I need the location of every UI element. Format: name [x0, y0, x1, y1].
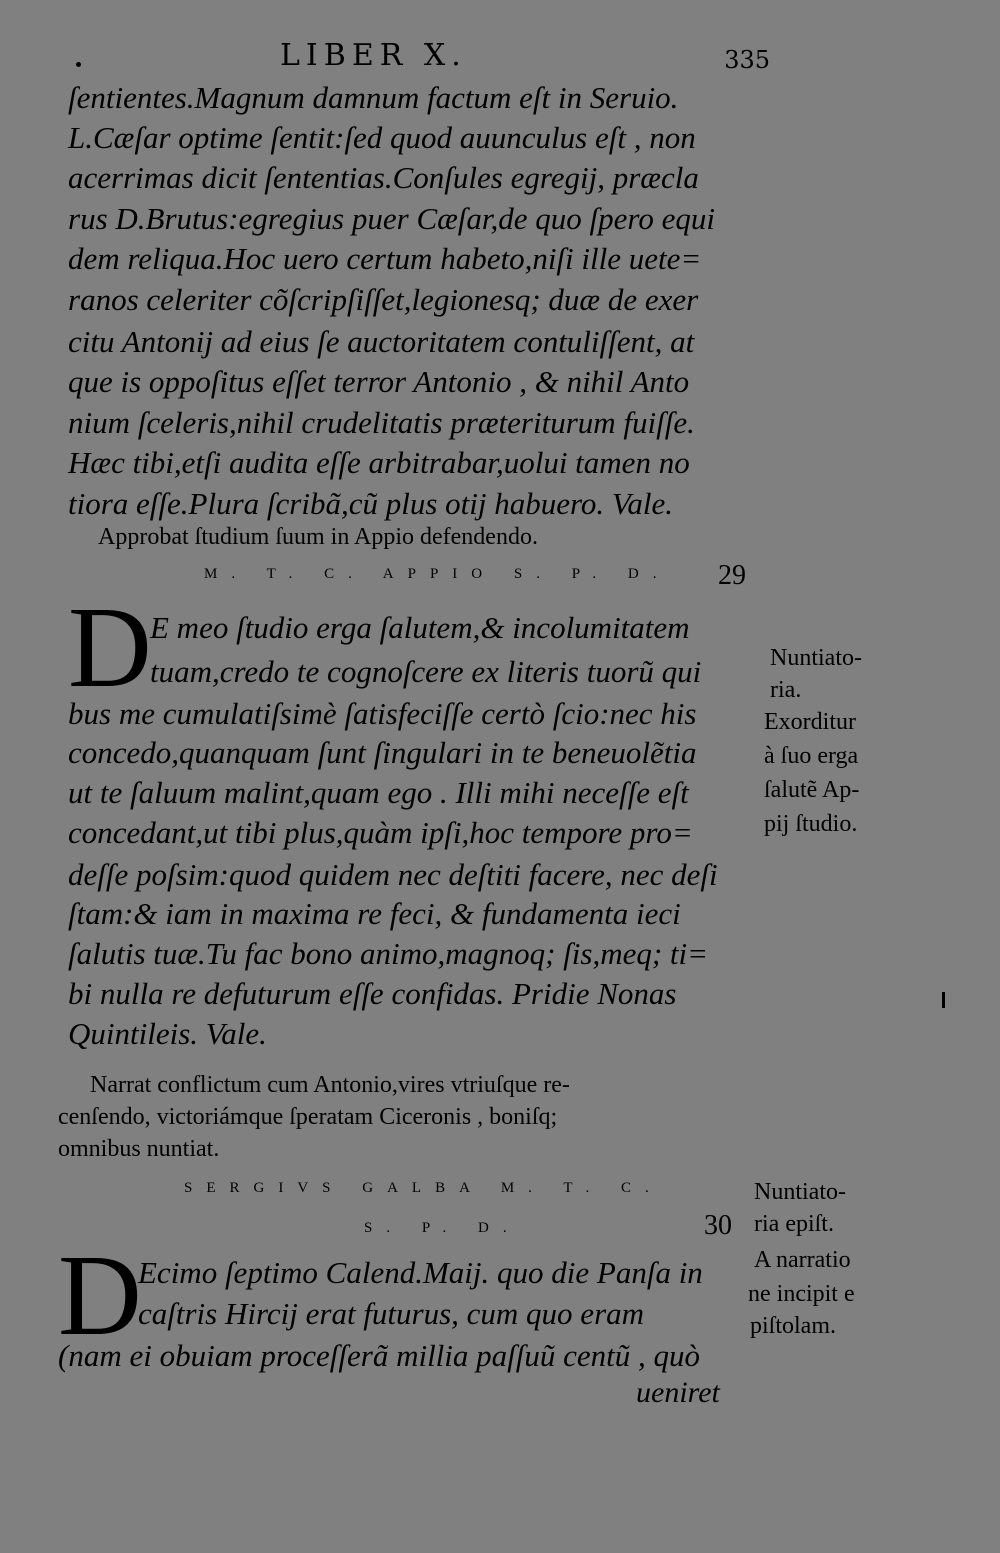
- margin-note-line: Nuntiato-: [770, 645, 862, 671]
- text-line: L.Cæſar optime ſentit:ſed quod auunculus eſt , non: [68, 120, 696, 155]
- margin-note-line: Exorditur: [764, 709, 856, 735]
- text-line: tuam,credo te cognoſcere ex literis tuorũ qui: [150, 654, 702, 689]
- text-line: concedo,quanquam ſunt ſingulari in te beneuolẽtia: [68, 735, 697, 770]
- text-line: rus D.Brutus:egregius puer Cæſar,de quo ſpero equi: [68, 201, 715, 236]
- letter-summary: Narrat conflictum cum Antonio,vires vtriuſque re-: [90, 1072, 570, 1098]
- drop-capital: D: [58, 1232, 142, 1360]
- text-line: ſentientes.Magnum damnum factum eſt in Seruio.: [68, 80, 679, 115]
- text-line: ſalutis tuæ.Tu fac bono animo,magnoq; ſis,meq; ti=: [68, 936, 709, 971]
- text-line: ſtam:& iam in maxima re feci, & fundamenta ieci: [68, 896, 681, 931]
- text-line: dem reliqua.Hoc uero certum habeto,niſi ille uete=: [68, 241, 702, 276]
- text-line: caſtris Hircij erat futurus, cum quo eram: [138, 1296, 645, 1331]
- catchword: ueniret: [636, 1376, 720, 1409]
- epistle-number: 30: [704, 1210, 732, 1241]
- margin-note-line: pij ſtudio.: [764, 811, 858, 837]
- text-line: nium ſceleris,nihil crudelitatis præteriturum fuiſſe.: [68, 405, 695, 440]
- letter-address: M. T. C. APPIO S. P. D.: [204, 566, 671, 582]
- ink-speck: [76, 62, 81, 67]
- running-title: LIBER X.: [280, 38, 467, 73]
- margin-note-line: ria.: [770, 677, 802, 703]
- text-line: bus me cumulatiſsimè ſatisfeciſſe certò ſcio:nec his: [68, 696, 697, 731]
- text-line: acerrimas dicit ſententias.Conſules egregij, præcla: [68, 160, 699, 195]
- ink-speck: [942, 992, 945, 1008]
- epistle-number: 29: [718, 560, 746, 591]
- margin-note-line: ſalutẽ Ap-: [764, 777, 860, 803]
- text-line: deſſe poſsim:quod quidem nec deſtiti facere, nec deſi: [68, 857, 718, 892]
- drop-capital: D: [68, 584, 152, 712]
- margin-note-line: A narratio: [754, 1247, 851, 1273]
- text-line: Quintileis. Vale.: [68, 1016, 267, 1051]
- page-header: [280, 38, 770, 78]
- letter-address: S. P. D.: [364, 1220, 521, 1236]
- letter-address: SERGIVS GALBA M. T. C.: [184, 1180, 663, 1196]
- text-line: ranos celeriter cõſcripſiſſet,legionesq; duæ de exer: [68, 282, 699, 317]
- text-line: concedant,ut tibi plus,quàm ipſi,hoc tempore pro=: [68, 815, 693, 850]
- text-line: E meo ſtudio erga ſalutem,& incolumitatem: [150, 610, 690, 645]
- text-line: que is oppoſitus eſſet terror Antonio , & nihil Anto: [68, 364, 690, 399]
- margin-note-line: à ſuo erga: [764, 743, 859, 769]
- margin-note-line: Nuntiato-: [754, 1179, 846, 1205]
- text-line: (nam ei obuiam proceſſerã millia paſſuũ centũ , quò: [58, 1338, 701, 1373]
- text-line: tiora eſſe.Plura ſcribã,cũ plus otij habuero. Vale.: [68, 486, 674, 521]
- margin-note-line: ne incipit e: [748, 1281, 855, 1307]
- margin-note-line: piſtolam.: [750, 1313, 836, 1339]
- letter-summary: cenſendo, victoriámque ſperatam Ciceronis , boniſq;: [58, 1104, 558, 1130]
- text-line: Hæc tibi,etſi audita eſſe arbitrabar,uolui tamen no: [68, 445, 690, 480]
- page-number: 335: [724, 46, 770, 74]
- text-line: Ecimo ſeptimo Calend.Maij. quo die Panſa in: [138, 1255, 703, 1290]
- text-line: citu Antonij ad eius ſe auctoritatem contuliſſent, at: [68, 324, 695, 359]
- text-line: bi nulla re defuturum eſſe confidas. Pridie Nonas: [68, 976, 677, 1011]
- letter-summary: omnibus nuntiat.: [58, 1136, 220, 1162]
- margin-note-line: ria epiſt.: [754, 1211, 834, 1237]
- text-line: ut te ſaluum malint,quam ego . Illi mihi neceſſe eſt: [68, 775, 689, 810]
- letter-summary: Approbat ſtudium ſuum in Appio defendendo.: [98, 524, 538, 550]
